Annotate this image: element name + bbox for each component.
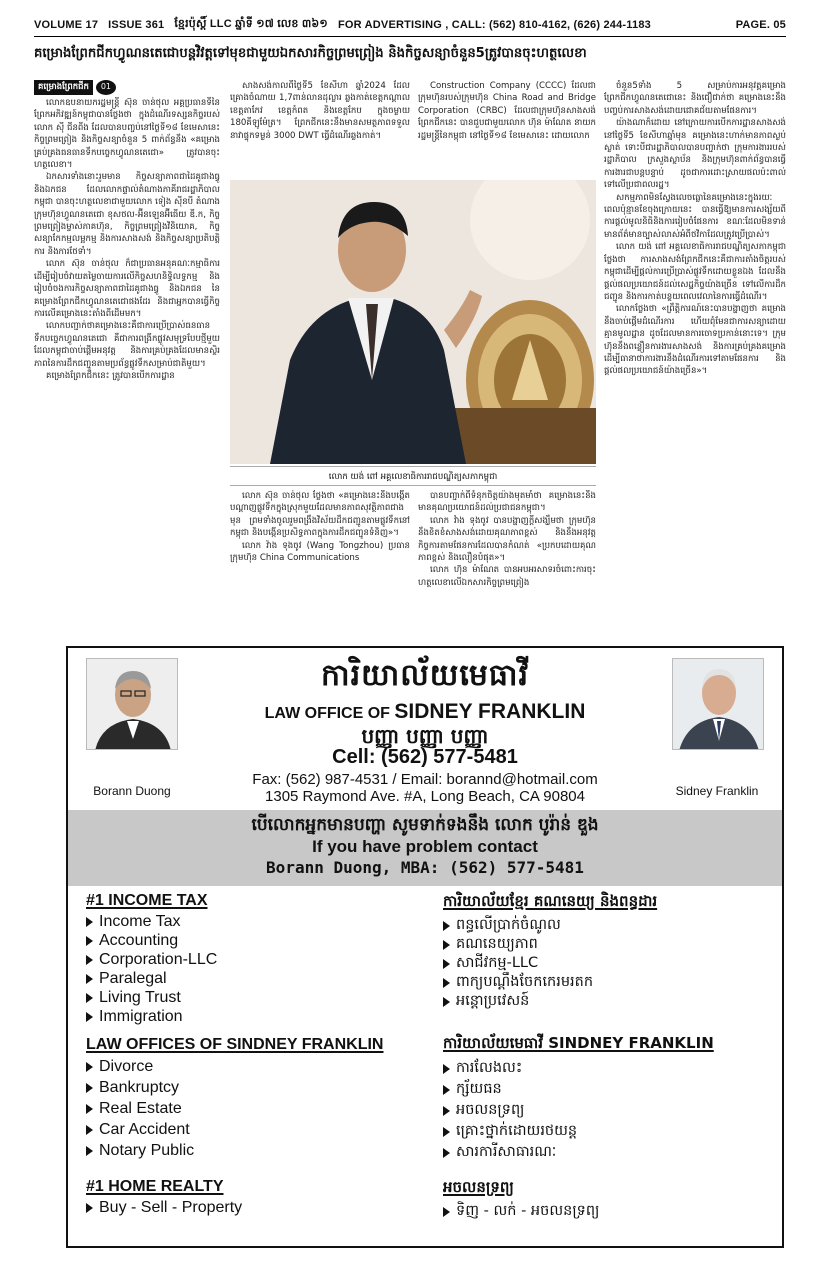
ad-cell-phone: Cell: (562) 577-5481 [332, 746, 518, 768]
triangle-bullet-icon [443, 997, 450, 1007]
issue-label: ISSUE 361 [108, 19, 165, 31]
income-tax-section [86, 892, 217, 1026]
triangle-bullet-icon [86, 974, 93, 984]
left-person-name: Borann Duong [93, 784, 171, 798]
header-divider [34, 36, 786, 37]
service-item: Real Estate [86, 1098, 383, 1119]
triangle-bullet-icon [443, 1106, 450, 1116]
masthead-title: ខ្មែរប៉ុស្តិ៍ LLC ឆ្នាំទី ១៧ លេខ ៣៦១ [174, 18, 328, 30]
triangle-bullet-icon [443, 1127, 450, 1137]
section-heading: #1 INCOME TAX [86, 892, 208, 909]
paragraph: លោកឧបនាយករដ្ឋមន្ត្រី ស៊ុន ចាន់ថុល អគ្គប្រធានទីនៃព្រែកអភិវឌ្ឍន៍កម្ពុជាបានថ្លែងថា ក្នុងដំណើរទស្សនកិច្ចរបស់លោក ស៊ី ជីនពីង ដែលបានបញ្ចប់នៅថ្ងៃទី១៨ ខែមេសានេះ កិច្ចព្រមព្រៀង និងកិច្ចសន្យាចំនួន 5 ពាក់ព័ន្ធនឹង «គម្រោងគ្រប់គ្រងធនធានទឹកបច្ចេកហ្វូណនតេជោ» ត្រូវបានចុះហត្ថលេខា។ [34, 98, 220, 171]
ad-law-office-title [68, 700, 782, 724]
service-item: ក្ស័យធន [443, 1079, 714, 1100]
service-item: Accounting [86, 931, 217, 950]
paragraph: លោកបញ្ជាក់ថាគម្រោងនេះគឺជាការប្រើប្រាស់ធនធានទឹកបច្ចេកហ្វូណនតេជោ គឺជាការពង្រីកផ្លូវសមុទ្របែបថ្មីមួយដែលកម្ពុជាចាប់ផ្តើមអនុវត្ត និងការគ្រប់គ្រងដែលមានស្ថិរភាពនៃការដឹកជញ្ជូនតាមប្រព័ន្ធផ្លូវទឹកសម្រាប់ជាតិមួយ។ [34, 321, 220, 369]
kicker-number: 01 [96, 80, 116, 95]
article-column-2-bottom [230, 490, 410, 638]
service-item: Income Tax [86, 912, 217, 931]
paragraph: លោក ហ៊ុន ម៉ាណែត បានអបអរសាទរចំពោះការចុះហត្ថលេខាលើឯកសារកិច្ចព្រមព្រៀង [418, 565, 596, 588]
ad-tagline-khmer: បញ្ញា បញ្ញា បញ្ញា [361, 724, 489, 748]
triangle-bullet-icon [443, 1064, 450, 1074]
service-item: Immigration [86, 1007, 217, 1026]
service-item: Living Trust [86, 988, 217, 1007]
service-item: Bankruptcy [86, 1077, 383, 1098]
contact-band [68, 810, 782, 886]
service-item: ទិញ - លក់ - អចលនទ្រព្យ [443, 1202, 599, 1221]
triangle-bullet-icon [86, 955, 93, 965]
photo-caption: លោក យង់ ពៅ អគ្គលេខាធិការរាជបណ្ឌិត្យសភាកម្ពុជា [230, 466, 596, 486]
khmer-accounting-section [443, 892, 657, 1011]
article-column-3-bottom [418, 490, 596, 638]
triangle-bullet-icon [86, 1203, 93, 1213]
triangle-bullet-icon [443, 1148, 450, 1158]
home-realty-section [86, 1178, 242, 1217]
triangle-bullet-icon [86, 1125, 93, 1135]
paragraph: បានបញ្ជាក់ពីទំនុកចិត្តយ៉ាងមុតមាំថា គម្រោងនេះនឹងមានគុណប្រយោជន៍ដល់ប្រជាជនកម្ពុជា។ [418, 491, 596, 514]
law-services-section [86, 1036, 383, 1161]
service-item: Buy - Sell - Property [86, 1198, 242, 1217]
paragraph: លោក ស៊ុន ចាន់ថុល ថ្លែងថា «គម្រោងនេះនឹងបង្កើតបណ្តាញផ្លូវទឹកក្នុងស្រុកមួយដែលមានភាពសុវត្ថិភាពជាងមុន ព្រមទាំងចូលរួមពង្រឹងវិស័យដឹកជញ្ជូនតាមផ្លូវទឹកនៅកម្ពុជា និងបង្កើនប្រសិទ្ធភាពក្នុងការដឹកជញ្ជូនទំនិញ»។ [230, 491, 410, 539]
triangle-bullet-icon [86, 1104, 93, 1114]
service-item: Car Accident [86, 1119, 383, 1140]
service-item: Corporation-LLC [86, 950, 217, 969]
service-item: សារការីសាធារណៈ [443, 1142, 714, 1163]
paragraph: លោក វ៉ាង ទុងចូវ (Wang Tongzhou) ប្រធានក្រុមហ៊ុន China Communications [230, 540, 410, 564]
khmer-law-section [443, 1034, 714, 1163]
masthead-bar [34, 16, 786, 34]
triangle-bullet-icon [86, 1083, 93, 1093]
advertising-contact: FOR ADVERTISING , CALL: (562) 810-4162, (626) 244-1183 [337, 19, 651, 31]
section-heading: អចលនទ្រព្យ [443, 1178, 514, 1196]
article-column-4 [604, 80, 786, 638]
service-item: អន្តោប្រវេសន៍ [443, 992, 657, 1011]
triangle-bullet-icon [443, 959, 450, 969]
paragraph: សាងសង់កាលពីថ្ងៃទី5 ខែសីហា ឆ្នាំ2024 ដែលគ្រោងចំណាយ 1,7ពាន់លានដុល្លារ ឆ្លងកាត់ខេត្តកណ្តាល ខេត្តតាកែវ ខេត្តកំពត និងខេត្តកែប ក្នុងចម្ងាយ 180គីឡូម៉ែត្រ។ ព្រែកជីកនេះនឹងមានសមត្ថភាពទទួលនាវាផ្ទុកទម្ងន់ 3000 DWT ធ្វើដំណើរឆ្លងកាត់។ [230, 81, 410, 141]
speaker-illustration [230, 180, 596, 464]
section-heading: LAW OFFICES OF SINDNEY FRANKLIN [86, 1036, 384, 1053]
service-item: Divorce [86, 1056, 383, 1077]
section-heading: ការិយាល័យខ្មែរ គណនេយ្យ និងពន្ធដារ [443, 892, 658, 910]
triangle-bullet-icon [443, 1085, 450, 1095]
contact-band-khmer: បើលោកអ្នកមានបញ្ហា សូមទាក់ទងនឹង លោក បូរ៉ាន់ ឌួង [251, 815, 599, 835]
paragraph: សកម្មភាពមិនស្វែងលេចធ្លោនៃគម្រោងនេះក្នុងរយៈពេលប៉ុន្មានខែចុងក្រោយនេះ បានធ្វើឱ្យមានការសង្ស័យពីការផ្តល់មូលនិធិនិងការរៀបចំផែនការ ខណៈដែលមិនទាន់មានព័ត៌មានច្បាស់លាស់អំពីថវិកាដែលត្រូវប្រើប្រាស់។ [604, 192, 786, 240]
service-item: ពន្ធលើប្រាក់ចំណូល [443, 916, 657, 935]
service-item: គ្រោះថ្នាក់ដោយរថយន្ត [443, 1121, 714, 1142]
service-item: Notary Public [86, 1140, 383, 1161]
triangle-bullet-icon [443, 1207, 450, 1217]
paragraph: លោក ស៊ុន ចាន់ថុល ក៏ជាប្រធានអនុគណៈកម្មាធិការដើម្បីរៀបចំវាយតម្លៃចាយការលើកិច្ចសហនិទ្ធិលទ្ធកម្ម និងរៀបចំចងការកិច្ចសន្យាភាពជាដៃគូជាងធ្វូ និងឯកជន នៃគម្រោងព្រែកជីកហ្វូណនតេជោផងដែរ និងជាអ្នកបានធ្វើកិច្ចការលើគម្រោងនេះតាំងពីដើមមក។ [34, 259, 220, 319]
section-heading: ការិយាល័យមេធាវី SINDNEY FRANKLIN [443, 1034, 714, 1052]
kicker [34, 80, 220, 95]
triangle-bullet-icon [86, 917, 93, 927]
triangle-bullet-icon [86, 1012, 93, 1022]
article-headline: គម្រោងព្រែកជីកហ្វូណនតេជោបន្តវិវត្តទៅមុខជាមួយឯកសារកិច្ចព្រមព្រៀង និងកិច្ចសន្យាចំនួន5ត្រូវបានចុះហត្ថលេខា [34, 46, 587, 61]
speaker-photo [230, 180, 596, 464]
triangle-bullet-icon [86, 936, 93, 946]
service-item: Paralegal [86, 969, 217, 988]
law-office-name: SIDNEY FRANKLIN [394, 700, 586, 723]
paragraph: លោក យង់ ពៅ អគ្គលេខាធិការរាជបណ្ឌិត្យសភាកម្ពុជាថ្លែងថា ការសាងសង់ព្រែកជីកនេះគឺជាការតាំងចិត្តរបស់កម្ពុជាដើម្បីផ្តល់ការប្រើប្រាស់ផ្លូវទឹកដោយខ្លួនឯង ដែលនឹងផ្តល់ផលប្រយោជន៍ដល់សេដ្ឋកិច្ចយ៉ាងច្រើន ទៅលើការដឹកជញ្ជូន និងការកាត់បន្ថយពេលវេលានៃការធ្វើដំណើរ។ [604, 242, 786, 302]
fax-email-line: Fax: (562) 987-4531 / Email: borannd@hotmail.com [252, 771, 598, 788]
paragraph: លោក វ៉ាង ទុងចូវ បានបង្ហាញក្តីសង្ឃឹមថា ក្រុមហ៊ុននឹងខិតខំសាងសង់ដោយគុណភាពខ្ពស់ និងនឹងអនុវត្តកិច្ចការតាមផែនការដែលបានកំណត់ «ប្រកបដោយគុណភាពខ្ពស់ និងលឿនបំផុត»។ [418, 515, 596, 564]
article-column-2-top [230, 80, 410, 176]
article-column-1 [34, 80, 220, 638]
paragraph: ចំនួន5ទាំង 5 សម្រាប់ការអនុវត្តគម្រោងព្រែកជីកហ្វូណនតេជោនេះ និងជឿជាក់ថា គម្រោងនេះនឹងបញ្ចប់ការសាងសង់ដោយជោគជ័យតាមផែនការ។ [604, 81, 786, 116]
service-item: គណនេយ្យភាព [443, 935, 657, 954]
law-office-prefix: LAW OFFICE OF [264, 705, 390, 722]
triangle-bullet-icon [443, 921, 450, 931]
law-office-advertisement [66, 646, 784, 1248]
khmer-realty-section [443, 1178, 599, 1221]
ad-title-khmer: ការិយាល័យមេធាវី [321, 658, 529, 693]
article-column-3-top [418, 80, 596, 176]
section-heading: #1 HOME REALTY [86, 1178, 224, 1195]
triangle-bullet-icon [86, 1146, 93, 1156]
paragraph: ឯកសារទាំងនោះរួមមាន កិច្ចសន្យាភាពជាដៃគូជាងធ្វូ និងឯកជន ដែលលោកផ្ទាល់តំណាងភាគីរាជរដ្ឋាភិបាលកម្ពុជា បានចុះហត្ថលេខាជាមួយលោក ទៀង ស៊ីនបី តំណាងក្រុមហ៊ុនហ្វូណនតេជោ ខុសថល-អ៊ីនឡេនអ៊ីធើយ ឌី.ក, កិច្ចព្រមព្រៀងម្ចាស់ភាគហ៊ុន, កិច្ចព្រមព្រៀងវិនិយោគ, កិច្ចសន្យាកែកម្មលម្អកម្ម និងការសាងសង់ និងកិច្ចសន្យាប្រតិបត្តិការ និងការថែទាំ។ [34, 172, 220, 257]
triangle-bullet-icon [443, 978, 450, 988]
contact-band-phone: Borann Duong, MBA: (562) 577-5481 [266, 858, 584, 877]
paragraph: យ៉ាងណាក៏ដោយ នៅក្រោយការបើកការដ្ឋានសាងសង់ នៅថ្ងៃទី5 ខែសីហាឆ្នាំមុន គម្រោងនេះហាក់មានភាពស្ងប់ស្ងាត់ ទោះបីជារដ្ឋាភិបាលបានបញ្ជាក់ថា ក្រុមការងាររបស់រដ្ឋាភិបាល ក្រសួងស្ថាប័ន និងក្រុមហ៊ុនពាក់ព័ន្ធបានធ្វើការងារជាបន្តបន្ទាប់ ដូចជាការដោះស្រាយផលប៉ះពាល់ទៅលើប្រជាពលរដ្ឋ។ [604, 118, 786, 191]
paragraph: Construction Company (CCCC) ដែលជាក្រុមហ៊ុនរបស់ក្រុមហ៊ុន China Road and Bridge Corporation (CRBC) ដែលជាក្រុមហ៊ុនសាងសង់ព្រែកជីកនេះ បានជួបជាមួយលោក ហ៊ុន ម៉ាណែត នាយករដ្ឋមន្ត្រីនៃកម្ពុជា នៅថ្ងៃទី១៨ ខែមេសានេះ ដោយលោក [418, 81, 596, 141]
volume-label: VOLUME 17 [34, 19, 99, 31]
address-line: 1305 Raymond Ave. #A, Long Beach, CA 90804 [265, 788, 585, 805]
service-item: ការលែងលះ [443, 1058, 714, 1079]
page-number: PAGE. 05 [735, 19, 786, 31]
paragraph: លោកថ្លែងថា «ព្រឹត្តិការណ៍នេះបានបង្ហាញថា គម្រោងនឹងចាប់ផ្តើមដំណើរការ ហើយពុំមែនជាការសន្យាដោយគ្មានមូលដ្ឋាន ដូចដែលមានការចោទប្រកាន់នោះទេ។ ក្រុមហ៊ុននឹងពន្លឿនការងារសាងសង់ និងការគ្រប់គ្រងគម្រោង ដើម្បីធានាថាការងារនឹងដំណើរការទៅតាមផែនការ និងផ្តល់ផលប្រយោជន៍យ៉ាងច្រើន»។ [604, 304, 786, 377]
service-item: អចលនទ្រព្យ [443, 1100, 714, 1121]
ad-contact-block [68, 771, 782, 805]
right-person-name: Sidney Franklin [675, 784, 759, 798]
kicker-label: គម្រោងព្រែកជីក [34, 80, 93, 94]
service-item: ពាក្យបណ្តឹងចែកកេរមរតក [443, 973, 657, 992]
triangle-bullet-icon [86, 1062, 93, 1072]
paragraph: គម្រោងព្រែកជីកនេះ ត្រូវបានបើកការដ្ឋាន [46, 370, 175, 381]
service-item: សាជីវកម្ម-LLC [443, 954, 657, 973]
triangle-bullet-icon [86, 993, 93, 1003]
triangle-bullet-icon [443, 940, 450, 950]
contact-band-english: If you have problem contact [312, 837, 538, 856]
